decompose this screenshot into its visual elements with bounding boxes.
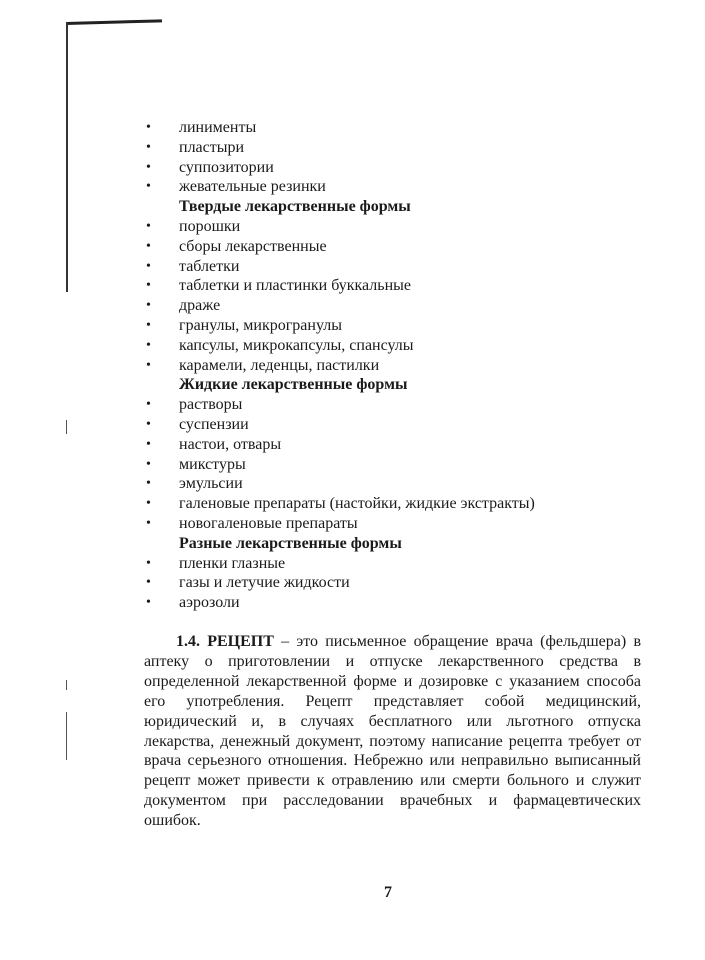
bullet-icon: • <box>146 337 151 353</box>
list-item-text: таблетки <box>179 257 240 275</box>
list-item-text: линименты <box>179 119 257 136</box>
bullet-icon: • <box>146 238 151 254</box>
list-item <box>144 118 644 138</box>
list-item-text: жевательные резинки <box>179 178 326 196</box>
list-item-text: настои, отвары <box>179 435 282 453</box>
bullet-icon: • <box>146 179 151 195</box>
list-item-text: карамели, леденцы, пастилки <box>179 356 380 374</box>
bullet-icon: • <box>146 496 151 512</box>
scan-edge-top <box>66 19 162 25</box>
scan-edge-fragment <box>66 420 67 434</box>
list-item-text: порошки <box>179 217 241 235</box>
list-item-text: пленки глазные <box>179 554 286 572</box>
list-item-text: газы и летучие жидкости <box>179 574 350 592</box>
list-item <box>144 138 644 158</box>
list-subheading: Разные лекарственные формы <box>179 534 402 552</box>
scan-edge-fragment <box>66 712 67 760</box>
list-item <box>144 494 644 514</box>
list-item-text: сборы лекарственные <box>179 237 327 255</box>
bullet-icon: • <box>146 159 151 175</box>
bullet-icon: • <box>146 278 151 294</box>
bullet-icon: • <box>146 298 151 314</box>
list-item <box>144 356 644 376</box>
bullet-icon: • <box>146 357 151 373</box>
section-body: – это письменное обращение врача (фельдшера) в аптеку о приготовлении и отпуске лекарственного средства в определенной лекарственной форме и дозировке с указанием способа его употребления. Рецепт представляет собой медицинский, юридический и, в случаях бесплатного или льготного отпуска лекарства, денежный документ, поэтому написание рецепта требует от врача серьезного отношения. Небрежно или неправильно выписанный рецепт может привести к отравлению или смерти больного и служит документом при расследовании врачебных и фармацевтических ошибок. <box>144 633 641 830</box>
bullet-icon: • <box>146 575 151 591</box>
list-item-text: суппозитории <box>179 158 274 176</box>
list-item <box>144 276 644 296</box>
list-item <box>144 455 644 475</box>
list-item <box>144 514 644 534</box>
bullet-icon: • <box>146 436 151 452</box>
list-item <box>144 336 644 356</box>
section-heading: 1.4. РЕЦЕПТ <box>176 633 274 650</box>
bullet-icon: • <box>146 139 151 155</box>
list-item-text: суспензии <box>179 415 249 433</box>
list-item <box>144 158 644 178</box>
bullet-icon: • <box>146 515 151 531</box>
list-item <box>144 593 644 613</box>
list-subheading: Твердые лекарственные формы <box>179 198 411 216</box>
bullet-icon: • <box>146 258 151 274</box>
list-item <box>144 296 644 316</box>
bullet-icon: • <box>146 416 151 432</box>
bullet-icon: • <box>146 317 151 333</box>
list-item-text: новогаленовые препараты <box>179 514 358 532</box>
bullet-icon: • <box>146 555 151 571</box>
bullet-icon: • <box>146 397 151 413</box>
list-item <box>144 554 644 574</box>
list-item-text: аэрозоли <box>179 594 240 612</box>
list-item <box>144 316 644 336</box>
list-item-text: драже <box>179 297 221 315</box>
bullet-icon: • <box>146 120 151 135</box>
scan-edge-left <box>66 22 68 292</box>
list-item <box>144 435 644 455</box>
list-item <box>144 217 644 237</box>
list-item <box>144 415 644 435</box>
list-item-text: растворы <box>179 396 243 414</box>
list-item <box>144 257 644 277</box>
list-item <box>144 474 644 494</box>
bullet-icon: • <box>146 595 151 611</box>
recipe-definition-paragraph <box>144 632 641 831</box>
list-subheading: Жидкие лекарственные формы <box>179 376 408 394</box>
list-item-text: пластыри <box>179 138 245 156</box>
list-item <box>144 177 644 197</box>
list-item <box>144 573 644 593</box>
list-item-text: микстуры <box>179 455 246 473</box>
list-item-text: эмульсии <box>179 475 243 493</box>
list-item <box>144 237 644 257</box>
bullet-icon: • <box>146 218 151 234</box>
bullet-icon: • <box>146 476 151 492</box>
bullet-icon: • <box>146 456 151 472</box>
page-number: 7 <box>384 884 392 901</box>
list-item-text: галеновые препараты (настойки, жидкие экстракты) <box>179 495 535 513</box>
list-item-text: гранулы, микрогранулы <box>179 316 342 334</box>
list-item-text: капсулы, микрокапсулы, спансулы <box>179 336 414 354</box>
list-item-text: таблетки и пластинки буккальные <box>179 277 411 295</box>
list-item <box>144 395 644 415</box>
scan-edge-fragment <box>66 680 67 690</box>
dosage-forms-list <box>144 118 644 613</box>
